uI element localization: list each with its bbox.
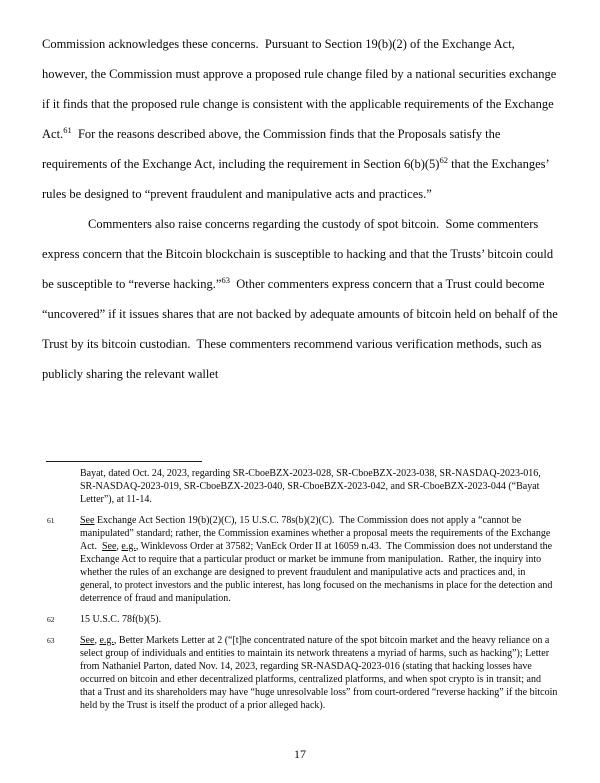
footnote-63 bbox=[42, 634, 558, 712]
body-text-block bbox=[42, 29, 561, 389]
text-run: Exchange Act Section 19(b)(2)(C), 15 U.S.C. 78s(b)(2)(C). The Commission does not apply a “cannot be manipulated” standard; rather, the Commission examines whether a proposal meets the requirements of the Exchange Act. bbox=[80, 515, 553, 552]
text-run: , Winklevoss Order at 37582; VanEck Order II at 16059 n.43. The Commission does not understand the Exchange Act to require that a particular product or market be immune from manipulation. Rather, the inquiry into whether the rules of an exchange are designed to prevent fraudulent and manipulative acts and practices and, in general, to protect investors and the public interest, has long focused on the mechanisms in place for the detection and deterrence of fraud and manipulation. bbox=[80, 541, 555, 604]
footnote-continuation bbox=[42, 467, 558, 506]
footnote-number-62: 62 bbox=[47, 615, 55, 624]
footnotes-section bbox=[42, 455, 558, 720]
body-paragraph-1 bbox=[42, 29, 558, 209]
footnote-62-text: 15 U.S.C. 78f(b)(5). bbox=[80, 614, 162, 625]
text-run: Other commenters express concern that a Trust could become “uncovered” if it issues shares that are not backed by adequate amounts of bitcoin held on behalf of the Trust by its bitcoin custodian. These commenters recommend various verification methods, such as publicly sharing the relevant wallet bbox=[42, 277, 561, 381]
text-run: , bbox=[116, 541, 122, 552]
footnote-separator bbox=[46, 461, 202, 462]
text-run: For the reasons described above, the Commission finds that the Proposals satisfy the requirements of the Exchange Act, including the requirement in Section 6(b)(5) bbox=[42, 127, 504, 171]
text-run: e.g. bbox=[99, 635, 114, 646]
text-run: See bbox=[80, 515, 95, 526]
text-run: , Better Markets Letter at 2 (“[t]he concentrated nature of the spot bitcoin market and the heavy reliance on a select group of individuals and entities to maintain its network threatens a myriad of harms, such as hacking”); Letter from Nathaniel Parton, dated Nov. 14, 2023, regarding SR-NASDAQ-2023-016 (stating that hacking losses have occurred on bitcoin and ether decentralized platforms, centralized platforms, and when spot crypto is in transit; and that a Trust and its shareholders may have “huge unresolvable loss” from court-ordered “reverse hacking” if the bitcoin held by the Trust is itself the product of a prior alleged hack). bbox=[80, 635, 560, 711]
text-run: See bbox=[80, 635, 95, 646]
footnote-63-text bbox=[80, 634, 558, 712]
footnote-number-63: 63 bbox=[47, 636, 55, 645]
body-paragraph-2 bbox=[42, 209, 561, 389]
text-run: that the Exchanges’ rules be designed to “prevent fraudulent and manipulative acts and practices.” bbox=[42, 157, 552, 201]
text-run: , bbox=[94, 635, 100, 646]
text-run: See bbox=[101, 541, 117, 552]
text-run: Commenters also raise concerns regarding the custody of spot bitcoin. Some commenters express concern that the Bitcoin blockchain is susceptible to hacking and that the Trusts’ bitcoin could be susceptible to “reverse hacking.” bbox=[42, 217, 557, 291]
text-run: Commission acknowledges these concerns. Pursuant to Section 19(b)(2) of the Exchange Act, however, the Commission must approve a proposed rule change filed by a national securities exchange if it finds that the proposed rule change is consistent with the applicable requirements of the Exchange Act. bbox=[42, 37, 560, 141]
page-number: 17 bbox=[294, 747, 306, 761]
footnote-number-61: 61 bbox=[47, 516, 55, 525]
footnote-61-text bbox=[80, 514, 558, 605]
footnote-62 bbox=[42, 613, 558, 626]
footnote-ref-61: 61 bbox=[63, 125, 72, 135]
footnote-continuation-text: Bayat, dated Oct. 24, 2023, regarding SR-CboeBZX-2023-028, SR-CboeBZX-2023-038, SR-NASDAQ-2023-016, SR-NASDAQ-2023-019, SR-CboeBZX-2023-040, SR-CboeBZX-2023-042, and SR-CboeBZX-2023-044 (“Bayat Letter”), at 11-14. bbox=[80, 468, 544, 505]
footnote-ref-62: 62 bbox=[439, 155, 448, 165]
footnote-ref-63: 63 bbox=[221, 275, 230, 285]
footnote-number-blank bbox=[42, 467, 80, 506]
text-run: e.g. bbox=[121, 541, 136, 552]
footnote-61 bbox=[42, 514, 558, 605]
